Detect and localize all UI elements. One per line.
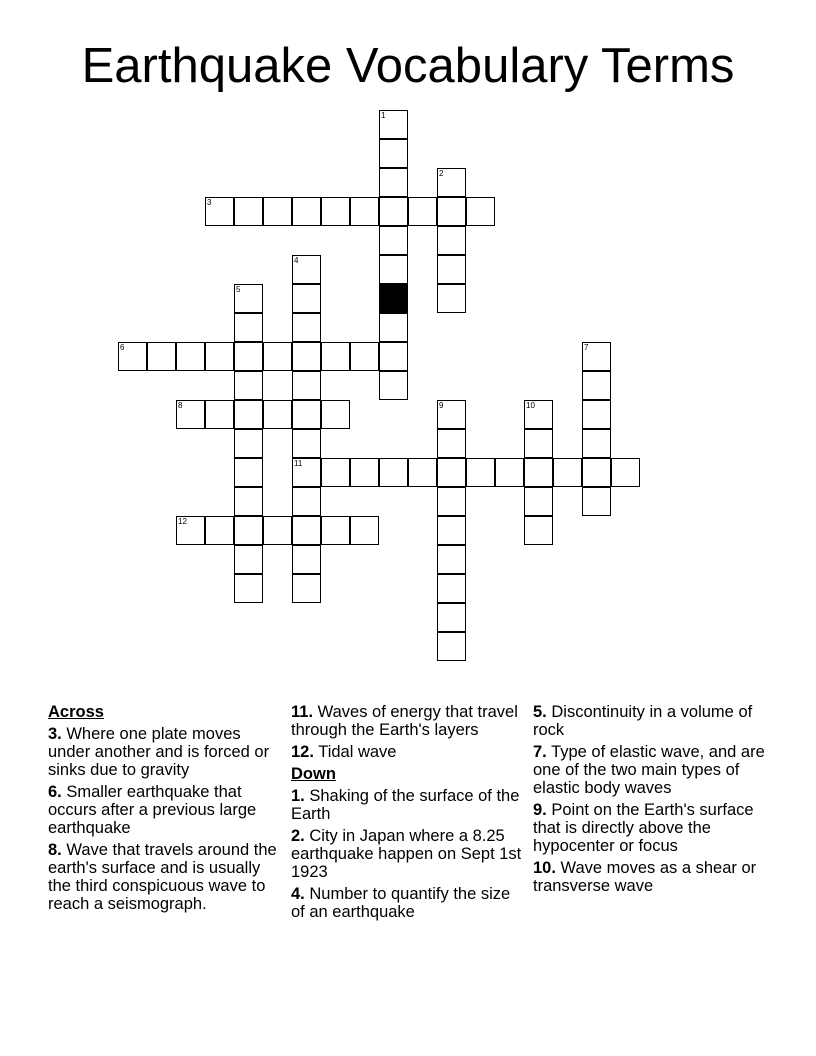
grid-cell[interactable] <box>437 574 466 603</box>
cell-number: 7 <box>584 343 589 352</box>
grid-cell[interactable] <box>408 458 437 487</box>
grid-cell[interactable] <box>176 516 205 545</box>
grid-cell[interactable] <box>292 255 321 284</box>
grid-cell[interactable] <box>379 197 408 226</box>
grid-cell[interactable] <box>379 139 408 168</box>
grid-cell[interactable] <box>292 371 321 400</box>
grid-cell[interactable] <box>205 400 234 429</box>
cell-number: 1 <box>381 111 386 120</box>
clue-across-6: 6. Smaller earthquake that occurs after a previous large earthquake <box>48 783 257 837</box>
grid-cell[interactable] <box>234 574 263 603</box>
grid-cell[interactable] <box>437 255 466 284</box>
grid-cell[interactable] <box>437 284 466 313</box>
cell-number: 4 <box>294 256 299 265</box>
clue-down-9: 9. Point on the Earth's surface that is directly above the hypocenter or focus <box>533 801 754 855</box>
grid-cell[interactable] <box>292 197 321 226</box>
grid-cell[interactable] <box>234 197 263 226</box>
grid-cell[interactable] <box>205 342 234 371</box>
grid-cell[interactable] <box>437 400 466 429</box>
grid-cell[interactable] <box>437 458 466 487</box>
grid-cell[interactable] <box>321 516 350 545</box>
grid-cell[interactable] <box>234 400 263 429</box>
clue-down-10: 10. Wave moves as a shear or transverse wave <box>533 859 757 895</box>
grid-cell[interactable] <box>379 371 408 400</box>
grid-cell[interactable] <box>234 313 263 342</box>
clue-down-5: 5. Discontinuity in a volume of rock <box>533 703 753 739</box>
grid-cell[interactable] <box>582 342 611 371</box>
clues-column-3 <box>533 703 773 899</box>
grid-cell[interactable] <box>292 342 321 371</box>
grid-cell[interactable] <box>292 284 321 313</box>
grid-cell[interactable] <box>292 458 321 487</box>
grid-cell[interactable] <box>466 197 495 226</box>
cell-number: 12 <box>178 517 187 526</box>
grid-cell[interactable] <box>350 458 379 487</box>
grid-cell[interactable] <box>379 168 408 197</box>
grid-cell[interactable] <box>234 342 263 371</box>
cell-number: 8 <box>178 401 183 410</box>
grid-cell[interactable] <box>408 197 437 226</box>
grid-cell[interactable] <box>437 226 466 255</box>
grid-cell[interactable] <box>611 458 640 487</box>
grid-cell[interactable] <box>582 458 611 487</box>
grid-cell[interactable] <box>350 516 379 545</box>
grid-cell[interactable] <box>292 400 321 429</box>
cell-number: 6 <box>120 343 125 352</box>
clues-column-2 <box>291 703 527 925</box>
grid-cell[interactable] <box>292 429 321 458</box>
grid-cell[interactable] <box>495 458 524 487</box>
grid-cell[interactable] <box>350 197 379 226</box>
grid-cell[interactable] <box>234 487 263 516</box>
grid-cell[interactable] <box>437 545 466 574</box>
grid-cell[interactable] <box>379 255 408 284</box>
grid-cell[interactable] <box>147 342 176 371</box>
clue-across-12: 12. Tidal wave <box>291 743 397 761</box>
grid-cell[interactable] <box>292 313 321 342</box>
grid-cell[interactable] <box>321 342 350 371</box>
cell-number: 2 <box>439 169 444 178</box>
grid-cell[interactable] <box>553 458 582 487</box>
cell-number: 11 <box>294 459 303 468</box>
clue-down-2: 2. City in Japan where a 8.25 earthquake happen on Sept 1st 1923 <box>291 827 522 881</box>
grid-cell[interactable] <box>292 574 321 603</box>
clue-down-7: 7. Type of elastic wave, and are one of the two main types of elastic body waves <box>533 743 765 797</box>
down-heading: Down <box>291 765 336 783</box>
grid-cell[interactable] <box>379 342 408 371</box>
grid-cell[interactable] <box>437 603 466 632</box>
grid-cell[interactable] <box>234 429 263 458</box>
grid-cell[interactable] <box>466 458 495 487</box>
grid-cell[interactable] <box>263 342 292 371</box>
grid-cell[interactable] <box>176 400 205 429</box>
grid-cell[interactable] <box>379 313 408 342</box>
clue-down-4: 4. Number to quantify the size of an earthquake <box>291 885 511 921</box>
cell-number: 3 <box>207 198 212 207</box>
cell-number: 5 <box>236 285 241 294</box>
grid-cell[interactable] <box>379 110 408 139</box>
grid-cell[interactable] <box>524 458 553 487</box>
grid-cell[interactable] <box>234 545 263 574</box>
grid-cell[interactable] <box>263 400 292 429</box>
grid-cell[interactable] <box>524 516 553 545</box>
grid-cell[interactable] <box>263 197 292 226</box>
grid-cell[interactable] <box>582 400 611 429</box>
grid-cell[interactable] <box>379 226 408 255</box>
clue-across-11: 11. Waves of energy that travel through the Earth's layers <box>291 703 518 739</box>
grid-cell[interactable] <box>292 487 321 516</box>
grid-cell[interactable] <box>524 429 553 458</box>
grid-cell[interactable] <box>321 400 350 429</box>
grid-cell[interactable] <box>234 458 263 487</box>
grid-cell[interactable] <box>205 516 234 545</box>
grid-cell[interactable] <box>437 632 466 661</box>
grid-cell[interactable] <box>350 342 379 371</box>
grid-cell[interactable] <box>524 487 553 516</box>
grid-cell[interactable] <box>292 545 321 574</box>
clue-down-1: 1. Shaking of the surface of the Earth <box>291 787 520 823</box>
grid-cell[interactable] <box>176 342 205 371</box>
cell-number: 9 <box>439 401 444 410</box>
grid-cell[interactable] <box>263 516 292 545</box>
grid-cell[interactable] <box>437 516 466 545</box>
grid-cell[interactable] <box>321 197 350 226</box>
grid-cell[interactable] <box>437 429 466 458</box>
grid-cell[interactable] <box>437 168 466 197</box>
grid-cell[interactable] <box>379 458 408 487</box>
grid-cell[interactable] <box>321 458 350 487</box>
grid-cell[interactable] <box>582 487 611 516</box>
across-heading: Across <box>48 703 104 721</box>
grid-cell[interactable] <box>437 197 466 226</box>
grid-cell[interactable] <box>524 400 553 429</box>
cell-number: 10 <box>526 401 535 410</box>
blocked-cell <box>379 284 408 313</box>
clue-across-3: 3. Where one plate moves under another and is forced or sinks due to gravity <box>48 725 270 779</box>
grid-cell[interactable] <box>234 516 263 545</box>
grid-cell[interactable] <box>582 429 611 458</box>
grid-cell[interactable] <box>205 197 234 226</box>
grid-cell[interactable] <box>118 342 147 371</box>
grid-cell[interactable] <box>582 371 611 400</box>
grid-cell[interactable] <box>234 284 263 313</box>
clues-column-1 <box>48 703 284 917</box>
grid-cell[interactable] <box>292 516 321 545</box>
puzzle-title: Earthquake Vocabulary Terms <box>81 39 735 93</box>
grid-cell[interactable] <box>234 371 263 400</box>
clue-across-8: 8. Wave that travels around the earth's surface and is usually the third conspicuous wave to reach a seismograph. <box>48 841 277 913</box>
grid-cell[interactable] <box>437 487 466 516</box>
